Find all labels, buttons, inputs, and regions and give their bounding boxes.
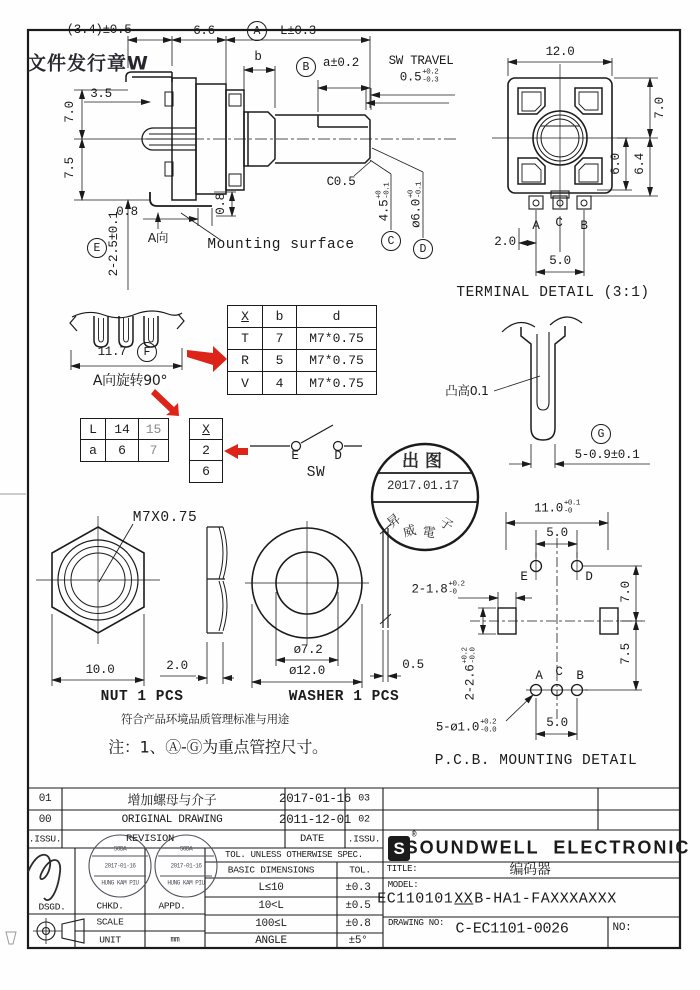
pcb-dim-2-6-val: 2-2.6: [463, 664, 477, 701]
hdr-date: DATE: [299, 833, 325, 845]
dim-0-8-v: 0.8: [214, 193, 228, 215]
tv-term-c: C: [555, 216, 563, 230]
nut-dim-10: 10.0: [85, 663, 115, 677]
release-stamp-char: 昇: [384, 511, 404, 532]
stamp2-date: 2017-01-16: [170, 862, 202, 870]
pcb-dim-1-8-tol: [449, 582, 465, 597]
datum-e-circle: E: [87, 238, 107, 258]
rev1-date: 2011-12-01: [278, 813, 352, 827]
nut-linework: [36, 516, 227, 644]
f-view-linework: [70, 311, 184, 347]
pcb-dim-11-dn: -0: [563, 507, 572, 515]
dim-d-tol: [409, 182, 424, 198]
stamp1-line1: SODA: [113, 845, 127, 853]
tol-r3-range: ANGLE: [255, 935, 287, 947]
pcb-dim-holes-tol: [480, 720, 496, 735]
key-dims-note: 注：1、Ⓐ-Ⓖ为重点管控尺寸。: [108, 737, 328, 757]
rev0-date: 2017-01-16: [278, 792, 352, 806]
sw-travel-value: [400, 70, 439, 85]
pcb-hole-d: D: [585, 570, 593, 584]
release-stamp-char: 威: [401, 523, 418, 541]
pcb-dim-5-bot: 5.0: [546, 716, 568, 730]
dim-d-tol-dn: -0.1: [415, 182, 423, 199]
doc-release-stamp-text: 文件发行章W: [27, 52, 149, 75]
model-underlined: XX: [454, 890, 474, 908]
dim-e: 2-2.5±0.1: [107, 211, 121, 277]
pcb-dim-2-6-dn: -0.0: [469, 647, 477, 664]
tol-r1-range: 10<L: [258, 900, 284, 912]
pcb-dim-11-val: 11.0: [534, 501, 563, 515]
release-stamp-top: 出图: [402, 451, 448, 472]
rev0-no2: 03: [358, 793, 370, 805]
tv-term-a: A: [532, 219, 540, 233]
rev0-desc: 增加螺母与介子: [127, 793, 217, 809]
nut-dim-2: 2.0: [166, 659, 188, 673]
pcb-dim-11-up: +0.1: [563, 499, 580, 508]
tol-r1-val: ±0.5: [345, 900, 371, 912]
xbd-h2: d: [297, 306, 376, 328]
tv-dim-6-4: 6.4: [633, 153, 647, 175]
hdr-issu2: .ISSU.: [347, 833, 381, 845]
pcb-dim-1-8-dn: -0: [448, 588, 457, 596]
appd-label: APPD.: [158, 900, 186, 912]
la-cell: 7: [149, 443, 158, 458]
datum-b-circle: B: [296, 57, 316, 77]
washer-dim-12: ø12.0: [288, 664, 326, 678]
washer-dim-0-5: 0.5: [402, 658, 424, 672]
dim-0-8-h: 0.8: [116, 205, 138, 219]
dim-6-6: 6.6: [193, 24, 215, 38]
xbd-table: [227, 305, 377, 395]
tv-dim-5: 5.0: [549, 254, 571, 268]
dim-chamfer: C0.5: [326, 175, 356, 189]
tol-basic: BASIC DIMENSIONS: [227, 864, 315, 876]
tol-col: TOL.: [349, 864, 371, 876]
release-stamp-char: 子: [436, 514, 456, 535]
unit-label: UNIT: [99, 934, 121, 946]
sw-travel-tol-up: +0.2: [422, 68, 439, 77]
washer-label: WASHER 1 PCS: [288, 689, 400, 705]
no-label: NO:: [612, 922, 632, 934]
dim-c-tol: [377, 183, 392, 199]
unit-value: mm: [170, 935, 180, 945]
model-pre: EC110101: [377, 890, 454, 908]
pcb-dim-holes-val: 5-ø1.0: [435, 720, 480, 734]
model-post: B-HA1-FAXXXAXXX: [474, 890, 617, 908]
pcb-dim-1-8-val: 2-1.8: [411, 582, 448, 596]
tv-dim-12: 12.0: [545, 45, 575, 59]
drawing-no-label: DRAWING NO:: [387, 918, 445, 928]
dsgd-label: DSGD.: [38, 901, 66, 913]
pcb-dim-7: 7.0: [619, 581, 633, 603]
sw-label: SW: [306, 465, 326, 481]
model-value: [377, 891, 617, 908]
dim-3-5: 3.5: [90, 87, 112, 101]
dim-a: a±0.2: [322, 56, 360, 70]
rev0-no: 01: [38, 793, 52, 805]
pcb-dim-11-tol: [564, 501, 580, 516]
la-cell: 14: [106, 419, 139, 440]
pcb-dim-2-6-up: +0.2: [461, 647, 470, 664]
tv-dim-7: 7.0: [653, 97, 667, 119]
drawing-no-value: C-EC1101-0026: [455, 920, 569, 938]
xbd-cell: R: [228, 350, 263, 372]
env-note: 符合产品环境品质管理标准与用途: [121, 712, 289, 726]
tol-r2-val: ±0.8: [345, 918, 371, 930]
title-value: 编码器: [509, 862, 551, 878]
la-cell: 15: [139, 419, 168, 440]
dim-d-tol-up: +0: [407, 190, 416, 199]
rev1-no2: 02: [358, 814, 370, 826]
scale-label: SCALE: [96, 916, 124, 928]
pcb-dim-5-top: 5.0: [546, 526, 568, 540]
xbd-cell: T: [228, 328, 263, 350]
xbd-cell: M7*0.75: [297, 350, 376, 372]
dim-3-4: (3.4)±0.5: [66, 23, 132, 37]
label-b: b: [254, 50, 262, 64]
hdr-revision: REVISION: [125, 833, 175, 845]
sw-travel-val: 0.5: [399, 70, 422, 84]
release-stamp-date: 2017.01.17: [386, 479, 460, 493]
sw-travel-tol-dn: -0.3: [422, 76, 439, 84]
logo-reg-mark: ®: [411, 830, 417, 840]
tol-r0-range: L≤10: [258, 882, 284, 894]
rotate-90-note: A向旋转90°: [92, 373, 168, 389]
sw-symbol: [250, 425, 362, 451]
pcb-dim-2-6: [463, 647, 478, 700]
datum-g-circle: G: [591, 424, 611, 444]
company-name: SOUNDWELL ELECTRONIC: [405, 837, 691, 858]
pcb-hole-e: E: [520, 570, 528, 584]
la-cell: L: [81, 419, 106, 440]
datum-f-circle: F: [137, 342, 157, 362]
pcb-dim-2-6-tol: [463, 647, 478, 663]
stamp1-date: 2017-01-16: [104, 862, 136, 870]
pcb-dim-holes-up: +0.2: [480, 718, 497, 727]
chkd-label: CHKD.: [96, 900, 124, 912]
x-table: [189, 418, 223, 483]
pcb-dim-1-8: [411, 582, 464, 597]
pcb-title: P.C.B. MOUNTING DETAIL: [434, 753, 638, 769]
sw-term-d: D: [334, 449, 342, 463]
pcb-hole-c: C: [555, 665, 563, 679]
x-cell: 2: [190, 440, 222, 461]
dim-c-val: 4.5: [377, 199, 391, 222]
tv-dim-2: 2.0: [494, 235, 516, 249]
stamp2-name: HUNG KAM PIU: [167, 879, 205, 887]
stamp1-name: HUNG KAM PIU: [101, 879, 139, 887]
xbd-h1: b: [263, 306, 297, 328]
xbd-cell: M7*0.75: [297, 328, 376, 350]
dim-c-tol-up: +0: [375, 190, 384, 199]
pcb-hole-b: B: [576, 669, 584, 683]
xbd-cell: 7: [263, 328, 297, 350]
view-a-label: A向: [147, 230, 169, 245]
bump-height-label: 凸高0.1: [445, 383, 489, 398]
xbd-cell: V: [228, 372, 263, 394]
tv-dim-6: 6.0: [609, 153, 623, 175]
stamp2-line1: SODA: [179, 845, 193, 853]
pcb-dim-11: [534, 501, 580, 516]
x-cell: 6: [202, 464, 210, 479]
terminal-detail-linework: [502, 317, 582, 440]
x-cell-h: X: [190, 419, 222, 440]
sw-travel-label: SW TRAVEL: [388, 54, 454, 68]
terminal-detail-title: TERMINAL DETAIL (3:1): [456, 285, 650, 301]
tv-term-b: B: [580, 219, 588, 233]
pcb-dim-7-5: 7.5: [619, 643, 633, 665]
sw-term-e: E: [291, 449, 299, 463]
xbd-h0: X: [228, 306, 263, 328]
hdr-issu: .ISSU.: [28, 833, 62, 845]
nut-label: NUT 1 PCS: [100, 689, 184, 705]
dim-7-5: 7.5: [63, 157, 77, 179]
mounting-surface-label: Mounting surface: [207, 237, 355, 253]
dim-c-value: [377, 183, 392, 222]
washer-dim-7-2: ø7.2: [293, 643, 323, 657]
pcb-dim-holes-dn: -0.0: [480, 726, 497, 734]
rev1-no: 00: [38, 814, 52, 826]
terminal-dim: 5-0.9±0.1: [574, 448, 640, 462]
logo-letter: S: [393, 839, 405, 858]
la-cell: a: [81, 440, 106, 461]
dim-7-0: 7.0: [63, 101, 77, 123]
pcb-dim-holes: [436, 720, 496, 735]
datum-c-circle: C: [381, 231, 401, 251]
xbd-cell: M7*0.75: [309, 375, 364, 391]
f-view-dims: [71, 348, 182, 370]
pcb-dim-1-8-up: +0.2: [448, 580, 465, 589]
rev1-desc: ORIGINAL DRAWING: [121, 814, 223, 826]
xbd-cell: 5: [263, 350, 297, 372]
dim-d-val: ø6.0: [409, 199, 423, 228]
tol-r0-val: ±0.3: [345, 882, 371, 894]
tol-r3-val: ±5°: [348, 935, 368, 947]
la-table: [80, 418, 169, 462]
sw-travel-tol: [422, 70, 438, 85]
f-dim-11-7: 11.7: [97, 345, 127, 359]
pcb-dims: [458, 512, 645, 740]
release-stamp-char: 電: [421, 524, 437, 542]
la-cell: 6: [106, 440, 139, 461]
xbd-cell: 4: [263, 372, 297, 394]
title-label: TITLE:: [386, 864, 418, 874]
nut-thread-label: M7X0.75: [132, 510, 198, 526]
dim-c-tol-dn: -0.1: [383, 182, 391, 199]
tol-header: TOL. UNLESS OTHERWISE SPEC.: [225, 850, 363, 860]
datum-d-circle: D: [413, 239, 433, 259]
dim-L: L±0.3: [279, 24, 317, 38]
model-label: MODEL:: [387, 880, 419, 890]
pcb-hole-a: A: [535, 669, 543, 683]
tol-r2-range: 100≤L: [255, 918, 287, 930]
dim-d-value: [409, 182, 424, 228]
washer-linework: [245, 521, 391, 645]
signature: [28, 855, 60, 900]
datum-a-circle: A: [247, 21, 267, 41]
